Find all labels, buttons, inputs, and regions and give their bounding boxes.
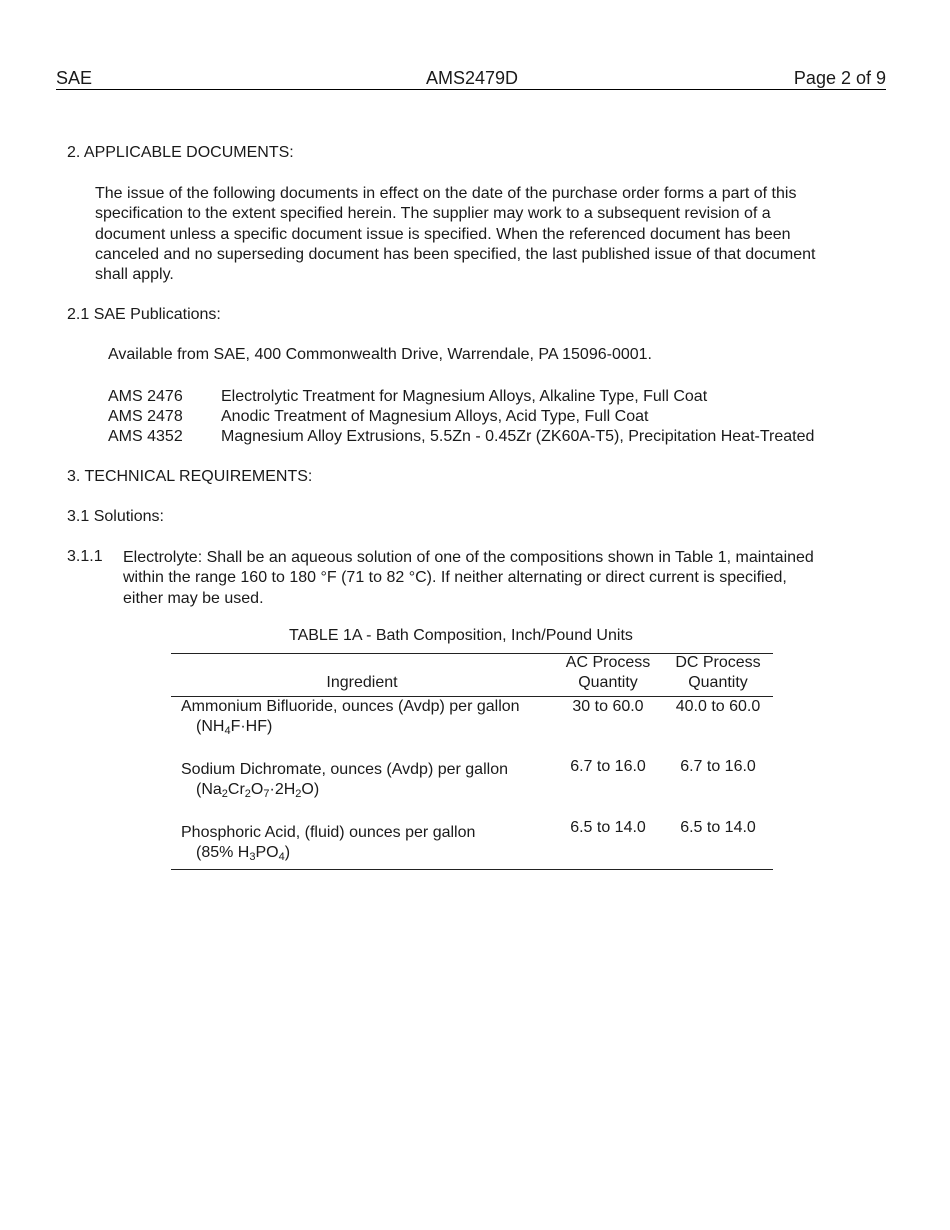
header-ac-line: Quantity bbox=[578, 674, 638, 691]
reference-row bbox=[108, 427, 814, 447]
dc-quantity: 6.7 to 16.0 bbox=[680, 758, 756, 775]
header-dc-line: Quantity bbox=[688, 674, 748, 691]
reference-title: Electrolytic Treatment for Magnesium Alloys, Alkaline Type, Full Coat bbox=[221, 388, 708, 405]
section-3-1-heading: 3.1 Solutions: bbox=[67, 508, 164, 525]
ingredient-name: Phosphoric Acid, (fluid) ounces per gallon bbox=[181, 824, 476, 841]
reference-row bbox=[108, 387, 707, 407]
section-3-heading: 3. TECHNICAL REQUIREMENTS: bbox=[67, 468, 313, 485]
table-bottom-rule bbox=[171, 869, 773, 870]
section-2-1-heading: 2.1 SAE Publications: bbox=[67, 306, 221, 323]
reference-row bbox=[108, 407, 648, 427]
header-ac-process bbox=[553, 653, 663, 693]
header-org: SAE bbox=[56, 68, 93, 88]
table-title: TABLE 1A - Bath Composition, Inch/Pound Units bbox=[289, 627, 633, 644]
header-dc-line: DC Process bbox=[675, 654, 761, 671]
table-row-ingredient bbox=[181, 823, 475, 863]
section-2-paragraph bbox=[95, 184, 815, 285]
reference-code: AMS 2478 bbox=[108, 408, 183, 425]
header-ac-line: AC Process bbox=[565, 654, 651, 671]
reference-title: Magnesium Alloy Extrusions, 5.5Zn - 0.45Zr (ZK60A-T5), Precipitation Heat-Treated bbox=[221, 428, 815, 445]
sae-address: Available from SAE, 400 Commonwealth Drive, Warrendale, PA 15096-0001. bbox=[108, 346, 652, 363]
paragraph-line: canceled and no superseding document has been specified, the last published issue of that document bbox=[95, 245, 816, 263]
reference-title: Anodic Treatment of Magnesium Alloys, Acid Type, Full Coat bbox=[221, 408, 649, 425]
ingredient-formula: $(Na_2Cr_2O_7\cdot 2H_2O)$ bbox=[196, 781, 320, 800]
section-3-1-1-paragraph bbox=[123, 548, 814, 609]
page-header bbox=[56, 68, 886, 90]
paragraph-line: The issue of the following documents in effect on the date of the purchase order forms a part of this bbox=[95, 185, 797, 202]
paragraph-line: shall apply. bbox=[95, 266, 174, 284]
table-row-ingredient bbox=[181, 760, 508, 800]
table-row-ingredient bbox=[181, 697, 520, 737]
section-2-heading: 2. APPLICABLE DOCUMENTS: bbox=[67, 144, 294, 161]
ac-quantity: 6.7 to 16.0 bbox=[570, 758, 646, 775]
ingredient-formula: (85% $H_3PO_4$) bbox=[196, 844, 291, 863]
section-3-1-1-number: 3.1.1 bbox=[67, 548, 103, 565]
ac-quantity: 6.5 to 14.0 bbox=[570, 819, 646, 836]
header-dc-process bbox=[663, 653, 773, 693]
header-doc-number: AMS2479D bbox=[426, 68, 519, 88]
ingredient-name: Ammonium Bifluoride, ounces (Avdp) per gallon bbox=[181, 698, 520, 715]
header-page-number: Page 2 of 9 bbox=[793, 68, 886, 88]
paragraph-line: Electrolyte: Shall be an aqueous solution of one of the compositions shown in Table 1, maintained bbox=[123, 549, 814, 566]
paragraph-line: either may be used. bbox=[123, 589, 264, 607]
paragraph-line: within the range 160 to 180 °F (71 to 82 °C). If neither alternating or direct current is specified, bbox=[123, 569, 787, 587]
header-ingredient: Ingredient bbox=[326, 674, 398, 691]
paragraph-line: specification to the extent specified herein. The supplier may work to a subsequent revision of a bbox=[95, 205, 771, 223]
paragraph-line: document unless a specific document issue is specified. When the referenced document has been bbox=[95, 225, 791, 243]
ingredient-formula: $(NH_4F\cdot HF)$ bbox=[196, 718, 273, 737]
dc-quantity: 40.0 to 60.0 bbox=[675, 698, 761, 715]
dc-quantity: 6.5 to 14.0 bbox=[680, 819, 756, 836]
reference-code: AMS 2476 bbox=[108, 388, 183, 405]
reference-code: AMS 4352 bbox=[108, 428, 183, 445]
ingredient-name: Sodium Dichromate, ounces (Avdp) per gallon bbox=[181, 761, 508, 778]
ac-quantity: 30 to 60.0 bbox=[572, 698, 644, 715]
